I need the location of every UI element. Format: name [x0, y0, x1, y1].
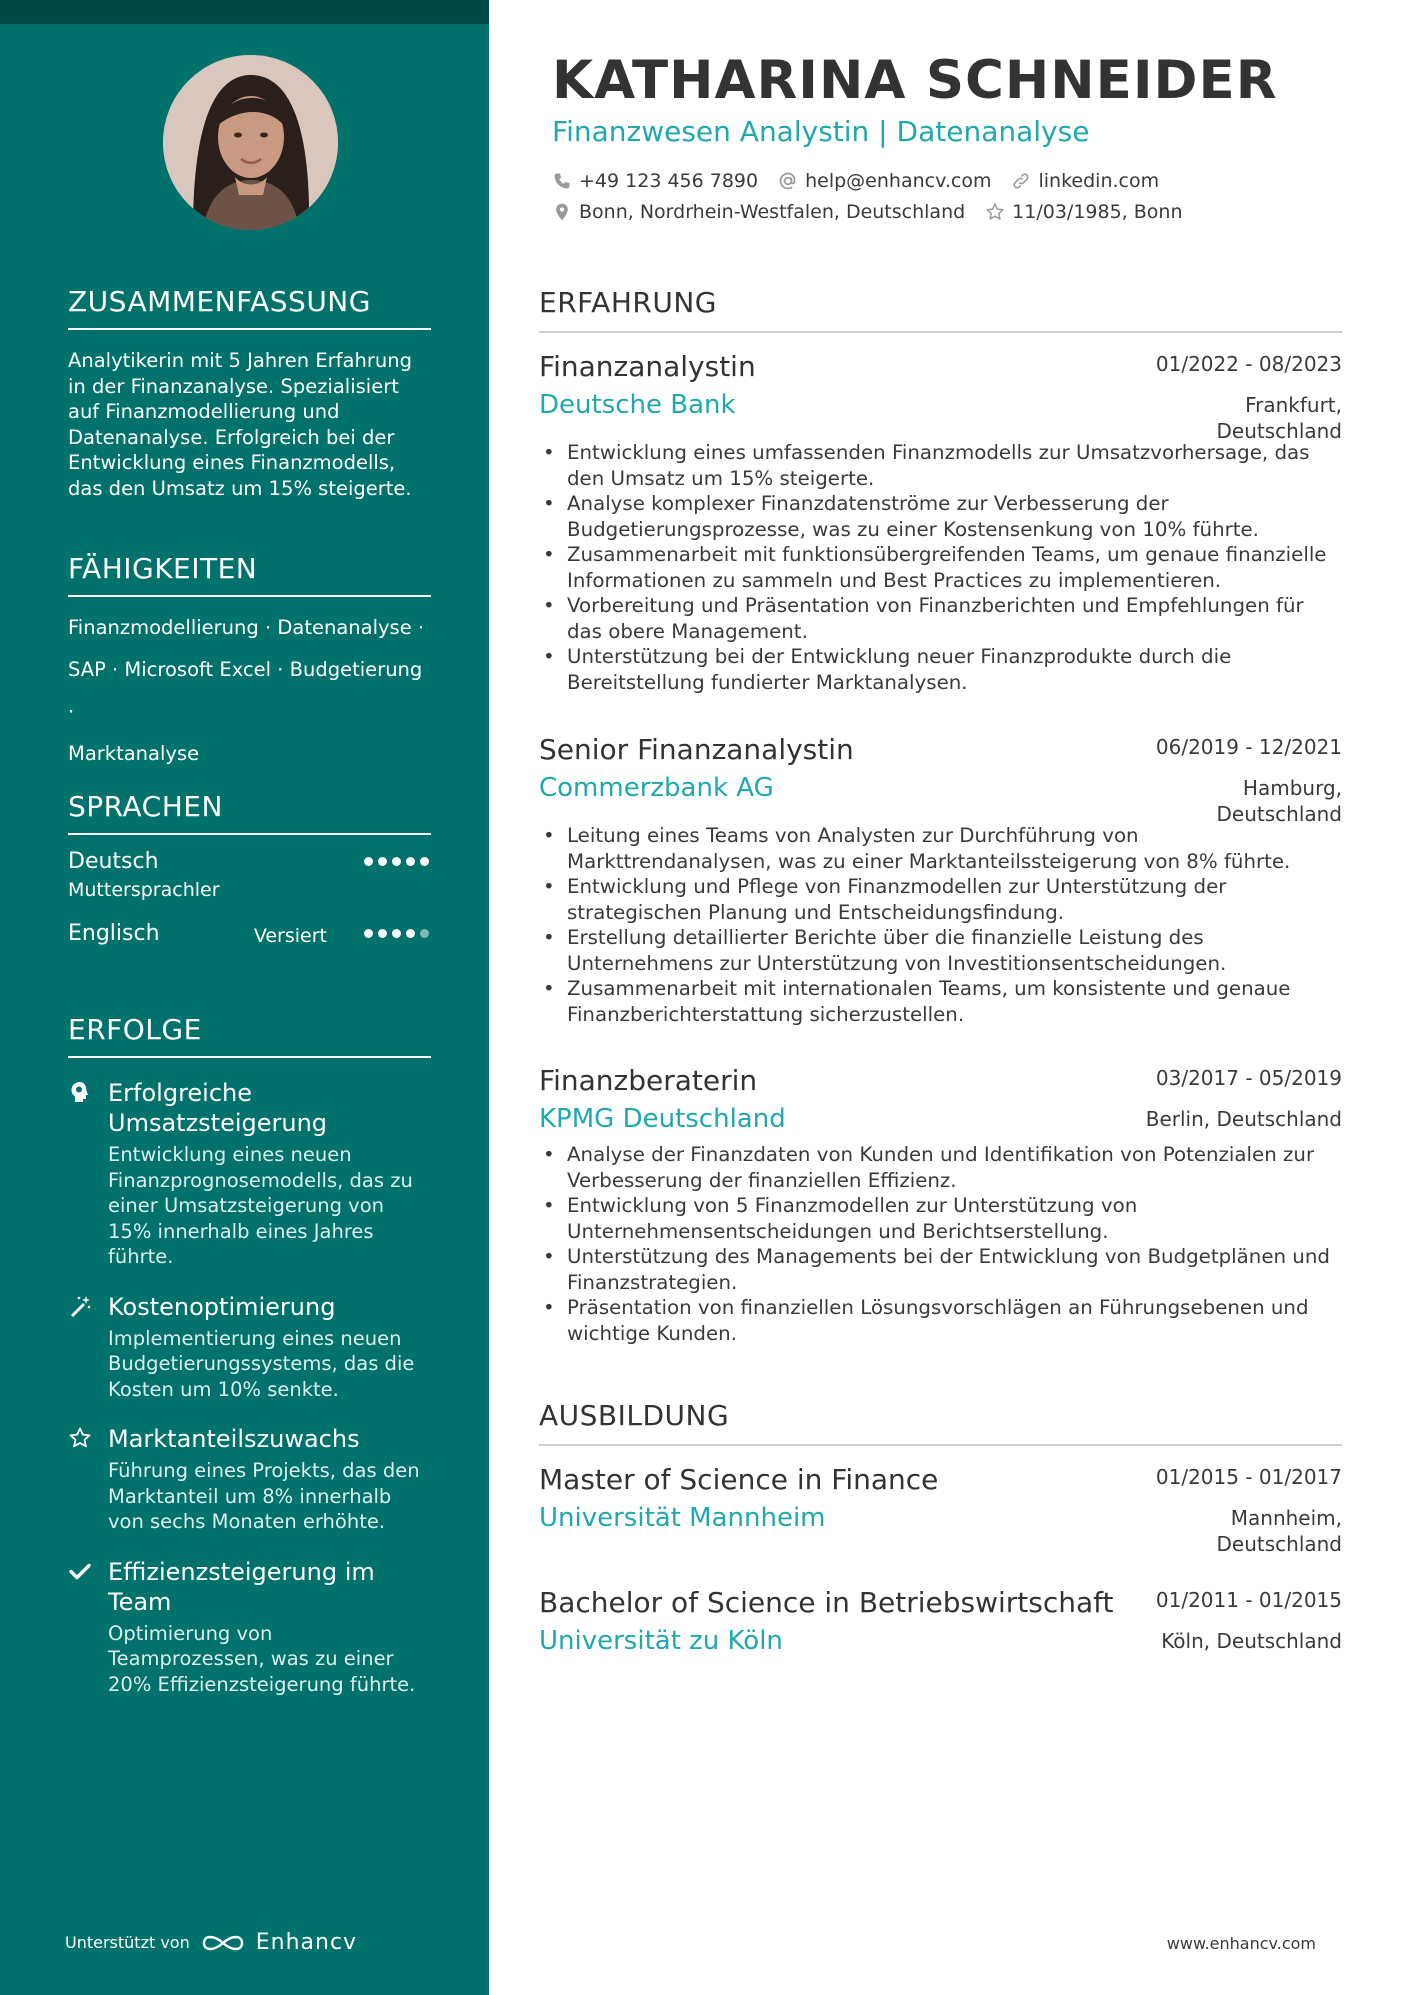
sidebar	[0, 0, 489, 1995]
location-line: Berlin, Deutschland	[1145, 1107, 1342, 1131]
achievement-title: Kostenoptimierung	[108, 1292, 336, 1321]
magic-wand-icon	[68, 1294, 92, 1318]
location-line: Deutschland	[1216, 419, 1342, 443]
achievement-desc: Optimierung von Teamprozessen, was zu einer 20% Effizienzsteigerung führte.	[108, 1621, 416, 1696]
rating-dot	[364, 929, 373, 938]
location-line: Köln, Deutschland	[1161, 1629, 1342, 1653]
contact-row	[552, 201, 1183, 223]
powered-by-label: Unterstützt von	[65, 1933, 190, 1952]
bullet-item: • Erstellung detaillierter Berichte über die finanzielle Leistung des Unternehmens zur Unterstützung von Investitionsentscheidungen.	[539, 925, 1342, 976]
language-name: Englisch	[68, 921, 160, 946]
achievement-item	[68, 1078, 431, 1270]
experience-entry	[539, 733, 1342, 1027]
bullet-item: • Analyse komplexer Finanzdatenströme zur Verbesserung der Budgetierungsprozesse, was zu einer Kostensenkung von 10% führte.	[539, 491, 1342, 542]
experience-title: ERFAHRUNG	[539, 286, 1342, 333]
company-name: KPMG Deutschland	[539, 1104, 786, 1134]
skills-title: FÄHIGKEITEN	[68, 552, 431, 597]
education-location	[1142, 1628, 1342, 1654]
languages-title: SPRACHEN	[68, 790, 431, 835]
job-dates: 03/2017 - 05/2019	[1155, 1066, 1342, 1090]
lightbulb-head-icon	[68, 1080, 92, 1104]
rating-dot	[420, 929, 429, 938]
rating-dot	[364, 857, 373, 866]
bullet-item: • Entwicklung und Pflege von Finanzmodellen zur Unterstützung der strategischen Planung und Entscheidungsfindung.	[539, 874, 1342, 925]
link-text: linkedin.com	[1038, 170, 1160, 192]
bullet-item: • Unterstützung bei der Entwicklung neuer Finanzprodukte durch die Bereitstellung fundierter Marktanalysen.	[539, 644, 1342, 695]
education-location	[1172, 1505, 1342, 1557]
rating-dot	[406, 857, 415, 866]
rating-dot	[392, 857, 401, 866]
skills-section	[68, 552, 431, 775]
contact-row	[552, 170, 1159, 192]
achievement-desc: Implementierung eines neuen Budgetierungssystems, das die Kosten um 10% senkte.	[108, 1326, 415, 1401]
rating-dot	[378, 857, 387, 866]
education-entry	[539, 1463, 1342, 1556]
contact-link[interactable]	[1011, 170, 1159, 192]
bullet-item: • Leitung eines Teams von Analysten zur Durchführung von Markttrendanalysen, was zu einer Marktanteilssteigerung von 8% führte.	[539, 823, 1342, 874]
summary-title: ZUSAMMENFASSUNG	[68, 285, 431, 330]
language-rating	[364, 929, 429, 938]
birth-text: 11/03/1985, Bonn	[1012, 201, 1183, 223]
language-item	[68, 921, 431, 985]
achievement-desc: Entwicklung eines neuen Finanzprognosemodells, das zu einer Umsatzsteigerung von 15% innerhalb eines Jahres führte.	[108, 1143, 413, 1268]
achievement-desc: Führung eines Projekts, das den Marktanteil um 8% innerhalb von sechs Monaten erhöhte.	[108, 1459, 420, 1533]
experience-entry	[539, 350, 1342, 695]
bullet-item: • Entwicklung von 5 Finanzmodellen zur Unterstützung von Unternehmensentscheidungen und Berichtserstellung.	[539, 1193, 1342, 1244]
job-bullets	[539, 823, 1342, 1027]
enhancv-logo-icon	[200, 1931, 246, 1955]
achievement-item	[68, 1424, 431, 1535]
language-level: Versiert	[253, 925, 327, 947]
checkmark-icon	[68, 1559, 92, 1583]
footer-url[interactable]: www.enhancv.com	[1166, 1934, 1316, 1953]
skills-list	[68, 607, 431, 775]
bullet-item: • Präsentation von finanziellen Lösungsvorschlägen an Führungsebenen und wichtige Kunden.	[539, 1295, 1342, 1346]
at-sign-icon	[778, 171, 798, 191]
rating-dot	[392, 929, 401, 938]
job-location	[1142, 1106, 1342, 1132]
phone-text: +49 123 456 7890	[579, 170, 759, 192]
job-bullets	[539, 1142, 1342, 1346]
location-text: Bonn, Nordrhein-Westfalen, Deutschland	[579, 201, 966, 223]
star-icon	[68, 1426, 92, 1450]
enhancv-brand: Enhancv	[255, 1930, 358, 1955]
powered-by	[65, 1930, 357, 1955]
school-name: Universität Mannheim	[539, 1503, 826, 1533]
achievement-item	[68, 1292, 431, 1403]
achievements-title: ERFOLGE	[68, 1013, 431, 1058]
job-dates: 06/2019 - 12/2021	[1155, 735, 1342, 759]
experience-entry	[539, 1064, 1342, 1346]
star-outline-icon	[985, 202, 1005, 222]
rating-dot	[406, 929, 415, 938]
degree-title: Master of Science in Finance	[539, 1463, 939, 1496]
candidate-title: Finanzwesen Analystin | Datenanalyse	[552, 115, 1090, 148]
contact-birth	[985, 201, 1182, 223]
languages-section	[68, 790, 431, 985]
location-line: Deutschland	[1216, 1532, 1342, 1556]
company-name: Deutsche Bank	[539, 390, 736, 420]
achievements-section	[68, 1013, 431, 1697]
link-icon	[1011, 171, 1031, 191]
skills-line: Finanzmodellierung · Datenanalyse ·	[68, 616, 425, 639]
location-line: Frankfurt,	[1245, 393, 1342, 417]
candidate-name: KATHARINA SCHNEIDER	[552, 50, 1278, 111]
job-title: Finanzberaterin	[539, 1064, 758, 1097]
achievement-title: Effizienzsteigerung im Team	[108, 1557, 375, 1616]
summary-text: Analytikerin mit 5 Jahren Erfahrung in der Finanzanalyse. Spezialisiert auf Finanzmodellierung und Datenanalyse. Erfolgreich bei der Entwicklung eines Finanzmodells, das den Umsatz um 15% steigerte.	[68, 349, 412, 500]
email-text: help@enhancv.com	[805, 170, 992, 192]
location-line: Mannheim,	[1230, 1506, 1342, 1530]
summary-section	[68, 285, 431, 501]
education-title: AUSBILDUNG	[539, 1399, 1342, 1446]
company-name: Commerzbank AG	[539, 773, 774, 803]
contact-phone	[552, 170, 758, 192]
bullet-item: • Analyse der Finanzdaten von Kunden und Identifikation von Potenzialen zur Verbesserung der finanziellen Effizienz.	[539, 1142, 1342, 1193]
rating-dot	[378, 929, 387, 938]
job-location	[1172, 775, 1342, 827]
main-content	[489, 0, 1410, 1995]
achievement-title: Marktanteilszuwachs	[108, 1425, 360, 1453]
bullet-item: • Vorbereitung und Präsentation von Finanzberichten und Empfehlungen für das obere Management.	[539, 593, 1342, 644]
degree-title: Bachelor of Science in Betriebswirtschaft	[539, 1586, 1114, 1619]
job-dates: 01/2022 - 08/2023	[1155, 352, 1342, 376]
rating-dot	[420, 857, 429, 866]
bullet-item: • Entwicklung eines umfassenden Finanzmodells zur Umsatzvorhersage, das den Umsatz um 15% steigerte.	[539, 440, 1342, 491]
job-title: Finanzanalystin	[539, 350, 756, 383]
education-entry	[539, 1586, 1342, 1656]
education-dates: 01/2015 - 01/2017	[1155, 1465, 1342, 1489]
achievement-title: Erfolgreiche Umsatzsteigerung	[108, 1079, 328, 1137]
location-line: Deutschland	[1216, 802, 1342, 826]
bullet-item: • Zusammenarbeit mit internationalen Teams, um konsistente und genaue Finanzberichterstattung sicherzustellen.	[539, 976, 1342, 1027]
language-item	[68, 849, 431, 913]
language-name: Deutsch	[68, 849, 159, 874]
job-title: Senior Finanzanalystin	[539, 733, 854, 766]
bullet-item: • Unterstützung des Managements bei der Entwicklung von Budgetplänen und Finanzstrategien.	[539, 1244, 1342, 1295]
language-level: Muttersprachler	[68, 879, 220, 901]
achievement-item	[68, 1557, 431, 1698]
job-location	[1172, 392, 1342, 444]
location-pin-icon	[552, 202, 572, 222]
school-name: Universität zu Köln	[539, 1626, 783, 1656]
avatar	[163, 55, 338, 230]
sidebar-top-bar	[0, 0, 489, 24]
job-bullets	[539, 440, 1342, 695]
skills-line: Marktanalyse	[68, 742, 200, 765]
bullet-item: • Zusammenarbeit mit funktionsübergreifenden Teams, um genaue finanzielle Informationen zu sammeln und Best Practices zu implementieren.	[539, 542, 1342, 593]
skills-line: SAP · Microsoft Excel · Budgetierung ·	[68, 658, 423, 723]
contact-location	[552, 201, 965, 223]
contact-email[interactable]	[778, 170, 991, 192]
language-rating	[364, 857, 429, 866]
education-dates: 01/2011 - 01/2015	[1155, 1588, 1342, 1612]
phone-icon	[552, 171, 572, 191]
location-line: Hamburg,	[1242, 776, 1342, 800]
